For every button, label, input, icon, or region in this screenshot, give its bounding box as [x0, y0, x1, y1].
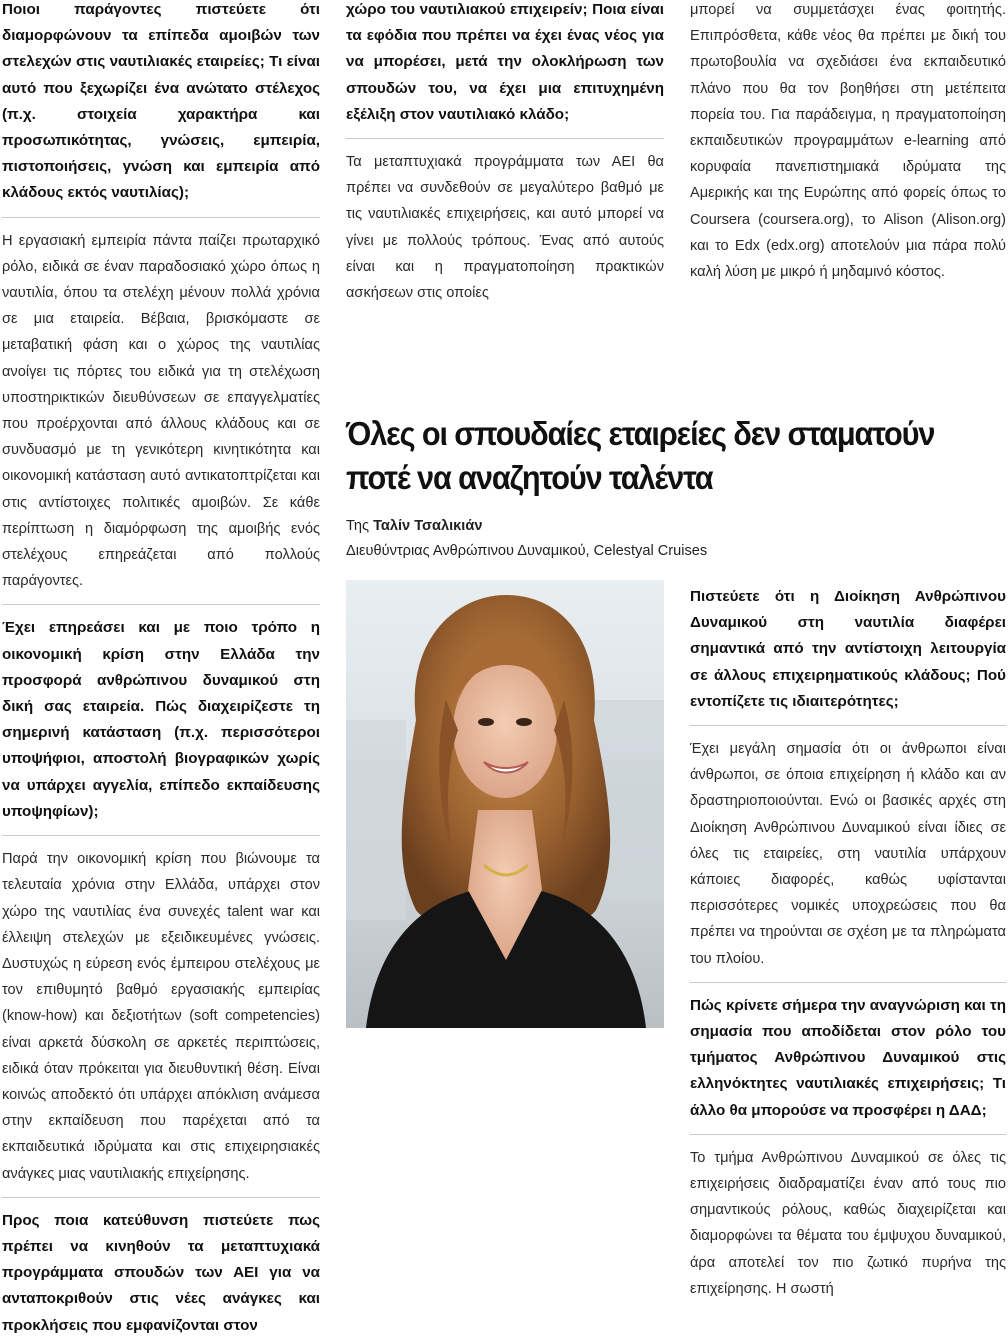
question-1: Ποιοι παράγοντες πιστεύετε ότι διαμορφώνουν τα επίπεδα αμοιβών των στελεχών στις ναυτιλιακές εταιρείες; Τι είναι αυτό που ξεχωρίζει ένα ανώτατο στέλεχος (π.χ. στοιχεία χαρακτήρα και προσωπικότητας, γνώσεις, εμπειρία, πιστοποιήσεις, γνώση και εμπειρία από κλάδους εκτός ναυτιλίας);: [2, 1, 320, 202]
column-2: [346, 0, 664, 306]
divider: [690, 725, 1006, 726]
byline-author: Ταλίν Τσαλικιάν: [373, 518, 483, 534]
question-4: Πιστεύετε ότι η Διοίκηση Ανθρώπινου Δυναμικού στη ναυτιλία διαφέρει σημαντικά από την αντίστοιχη λειτουργία σε άλλους επιχειρηματικούς κλάδους; Πού εντοπίζετε τις ιδιαιτερότητες;: [690, 588, 1006, 710]
divider: [2, 604, 320, 605]
answer-1: Η εργασιακή εμπειρία πάντα παίζει πρωταρχικό ρόλο, ειδικά σε έναν παραδοσιακό χώρο όπως η ναυτιλία, όπου τα στελέχη μένουν πολλά χρόνια σε μια εταιρεία. Βέβαια, βρισκόμαστε σε μεταβατική φάση και ο χώρος της ναυτιλίας ανοίγει τις πόρτες του ειδικά για τη στελέχωση υποστηρικτικών διευθύνσεων σε επαγγελματίες που προέρχονται από άλλους κλάδους και σε συνδυασμό με τη γενικότερη κινητικότητα και οικονομική κατάσταση αυτό αντικατοπτρίζεται και στις αντίστοιχες πολιτικές αμοιβών. Σε κάθε περίπτωση η διαμόρφωση της αμοιβής ενός στελέχους επηρεάζεται από πολλούς παράγοντες.: [2, 232, 320, 590]
divider: [346, 138, 664, 139]
divider: [690, 1134, 1006, 1135]
column-3: [690, 0, 1006, 285]
question-5: Πώς κρίνετε σήμερα την αναγνώριση και τη σημασία που αποδίδεται στον ρόλο του τμήματος Ανθρώπινου Δυναμικού στις ελληνόκτητες ναυτιλιακές επιχειρήσεις; Τι άλλο θα μπορούσε να προσφέρει η ΔΑΔ;: [690, 996, 1006, 1119]
question-3-continued: χώρο του ναυτιλιακού επιχειρείν; Ποια είναι τα εφόδια που πρέπει να έχει ένας νέος για να μπορέσει, μετά την ολοκλήρωση των σπουδών του, να έχει μια επιτυχημένη εξέλιξη στον ναυτιλιακό κλάδο;: [346, 1, 664, 123]
portrait-photo: [346, 580, 664, 1028]
answer-2: Παρά την οικονομική κρίση που βιώνουμε τα τελευταία χρόνια στην Ελλάδα, υπάρχει στον χώρο της ναυτιλίας ένα συνεχές talent war και έλλειψη στελεχών με εξειδικευμένες γνώσεις. Δυστυχώς η εύρεση ενός έμπειρου στελέχους με τον επιθυμητό βαθμό εργασιακής εμπειρίας (know-how) και δεξιοτήτων (soft competencies) είναι αρκετά δύσκολη σε αρκετές περιπτώσεις, ειδικά όταν πρόκειται για διευθυντική θέση. Είναι κοινώς αποδεκτό ότι υπάρχει απόκλιση ανάμεσα στην εκπαίδευση που παρέχεται από τα εκπαιδευτικά ιδρύματα και στις επιχειρησιακές ανάγκες μιας ναυτιλιακής επιχείρησης.: [2, 851, 320, 1182]
divider: [2, 217, 320, 218]
divider: [2, 1197, 320, 1198]
question-2: Έχει επηρεάσει και με ποιο τρόπο η οικονομική κρίση στην Ελλάδα την προσφορά ανθρώπινου δυναμικού στη δική σας εταιρεία. Πώς διαχειρίζεστε τη σημερινή κατάσταση (π.χ. περισσότεροι υποψήφιοι, αποστολή βιογραφικών χωρίς να υπάρχει αγγελία, επίπεδο εκπαίδευσης υποψηφίων);: [2, 619, 320, 820]
article-headline: Όλες οι σπουδαίες εταιρείες δεν σταματούν ποτέ να αναζητούν ταλέντα: [346, 415, 935, 496]
divider: [690, 982, 1006, 983]
byline-role: Διευθύντριας Ανθρώπινου Δυναμικού, Celestyal Cruises: [346, 543, 708, 559]
byline-prefix: Της: [346, 518, 369, 534]
answer-5: Το τμήμα Ανθρώπινου Δυναμικού σε όλες τις επιχειρήσεις διαδραματίζει έναν από τους πιο σημαντικούς ρόλους, καθώς διαχειρίζεται και διαμορφώνει τα θέματα του έμψυχου δυναμικού, άρα αποτελεί τον πιο ζωτικό πυρήνα της επιχείρησης. Η σωστή: [690, 1149, 1006, 1297]
column-1: [2, 0, 320, 1339]
question-3: Προς ποια κατεύθυνση πιστεύετε πως πρέπει να κινηθούν τα μεταπτυχιακά προγράμματα σπουδών των ΑΕΙ για να ανταποκριθούν στις νέες ανάγκες και προκλήσεις που εμφανίζονται στον: [2, 1211, 320, 1334]
answer-3: Τα μεταπτυχιακά προγράμματα των ΑΕΙ θα πρέπει να συνδεθούν σε μεγαλύτερο βαθμό με τις ναυτιλιακές επιχειρήσεις, και αυτό μπορεί να γίνει με πολλούς τρόπους. Ένας από αυτούς είναι και η πραγματοποίηση πρακτικών ασκήσεων στις οποίες: [346, 154, 664, 302]
byline: [346, 514, 707, 564]
divider: [2, 835, 320, 836]
answer-4: Έχει μεγάλη σημασία ότι οι άνθρωποι είναι άνθρωποι, σε όποια επιχείρηση ή κλάδο και αν δραστηριοποιούνται. Ενώ οι βασικές αρχές στη Διοίκηση Ανθρώπινου Δυναμικού είναι ίδιες σε όλες τις εταιρείες, στη ναυτιλία υπάρχουν κάποιες διαφορές, καθώς υφίστανται περισσότερες νομικές υποχρεώσεις που θα πρέπει να τηρούνται σε σχέση με τα πληρώματα του πλοίου.: [690, 741, 1006, 967]
answer-3-continued: μπορεί να συμμετάσχει ένας φοιτητής. Επιπρόσθετα, κάθε νέος θα πρέπει με δική του πρωτοβουλία να σχεδιάσει ένα εκπαιδευτικό πλάνο που θα τον βοηθήσει στη μετέπειτα πορεία του. Για παράδειγμα, η πραγματοποίηση εκπαιδευτικών προγραμμάτων e-learning από κορυφαία πανεπιστημιακά ιδρύματα της Αμερικής και της Ευρώπης από φορείς όπως το Coursera (coursera.org), το Alison (Alison.org) και το Edx (edx.org) αποτελούν μια πάρα πολύ καλή λύση με μικρό ή μηδαμινό κόστος.: [690, 2, 1006, 281]
column-4: [690, 584, 1006, 1302]
